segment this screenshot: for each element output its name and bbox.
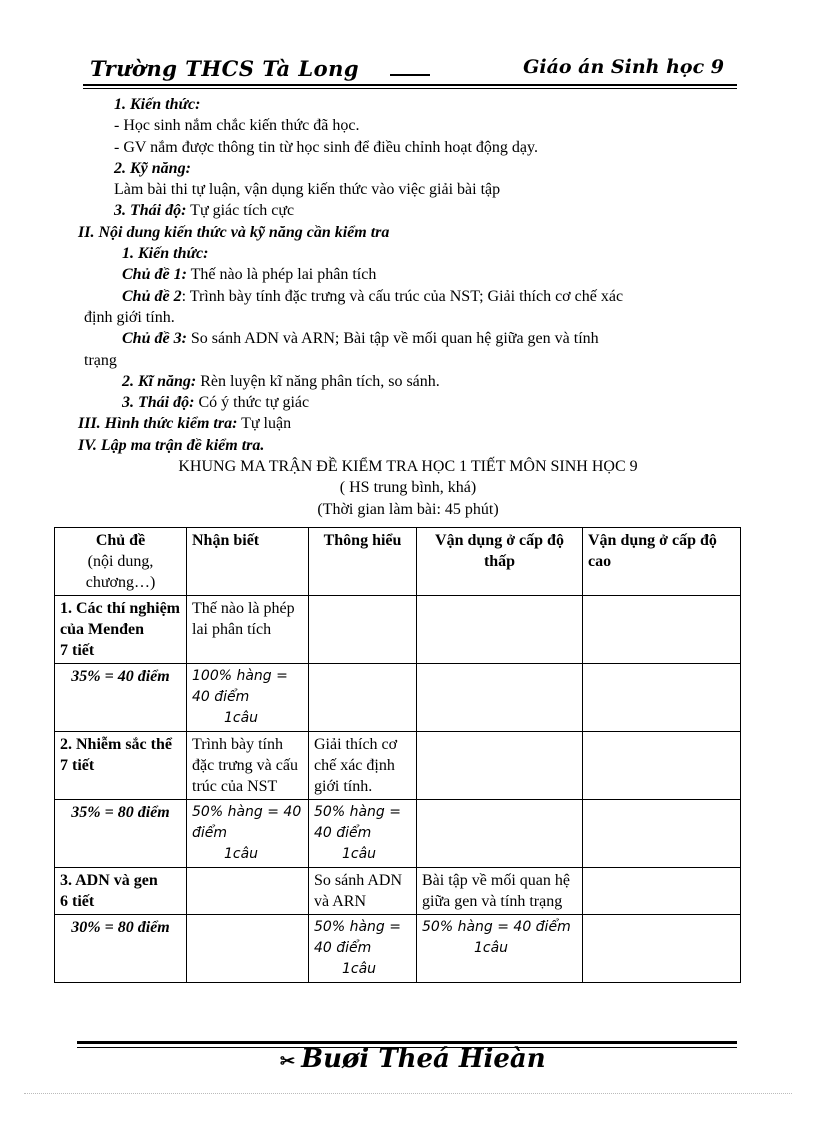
table-cell [187,664,309,732]
matrix-title: KHUNG MA TRẬN ĐỀ KIỂM TRA HỌC 1 TIẾT MÔN SINH HỌC 9 [178,458,638,476]
percent-cell: 35% = 40 điểm [55,664,187,732]
document-body [78,94,738,520]
cell-questions: 1câu [474,940,509,956]
header-cell [55,528,187,596]
cell-questions: 1câu [224,710,259,726]
text-line: Làm bài thi tự luận, vận dụng kiến thức vào việc giải bài tập [114,181,501,199]
table-cell [309,664,417,732]
table-cell [583,868,741,915]
table-cell [417,664,583,732]
cell-percent: 50% hàng = 40 điểm [422,919,571,935]
table-cell [583,800,741,868]
label: Chủ đề 2 [122,287,182,305]
section-heading-iv: IV. Lập ma trận đề kiểm tra. [78,436,265,454]
table-cell [417,915,583,983]
text-line [78,392,738,413]
topic-lessons: 7 tiết [60,757,95,774]
label: III. Hình thức kiểm tra: [78,415,238,433]
header-sublabel: (nội dung, chương…) [85,553,156,591]
header-rule [83,84,737,86]
text-line [78,286,738,307]
label: Chủ đề 3: [122,330,187,348]
topic-name: 2. Nhiễm sắc thể [60,736,172,753]
text-line [78,371,738,392]
text: So sánh ADN và ARN; Bài tập về mối quan hệ giữa gen và tính [186,330,599,348]
text-line [78,328,738,349]
table-cell: So sánh ADN và ARN [309,868,417,915]
topic-cell [55,596,187,664]
label: 3. Thái độ: [122,394,195,412]
table-row [55,596,741,664]
table-cell [309,915,417,983]
text: Thế nào là phép lai phân tích [186,266,377,284]
topic-name: 1. Các thí nghiệm của Menđen [60,600,180,638]
table-cell [187,915,309,983]
topic-cell [55,868,187,915]
topic-name: 3. ADN và gen [60,872,158,889]
header-cell: Vận dụng ở cấp độ cao [583,528,741,596]
text: Có ý thức tự giác [194,394,310,412]
text-line: - Học sinh nắm chắc kiến thức đã học. [114,117,360,135]
table-cell [417,732,583,800]
table-cell [417,596,583,664]
header-rule-thin [83,88,737,89]
cell-percent: 50% hàng = 40 điểm [314,919,401,956]
text-line [78,200,738,221]
matrix-subtitle: ( HS trung bình, khá) [339,479,477,497]
text-line [78,264,738,285]
section-knowledge: 1. Kiến thức: [114,96,201,113]
test-matrix-table [54,527,741,983]
table-header-row [55,528,741,596]
table-row [55,915,741,983]
page-edge-rule [24,1093,792,1094]
label: 2. Kĩ năng: [122,372,197,390]
scissors-icon: ✂ [280,1051,296,1072]
section-heading-ii: II. Nội dung kiến thức và kỹ năng cần kiểm tra [78,223,390,241]
cell-percent: 100% hàng = 40 điểm [192,668,288,705]
header-cell: Nhận biết [187,528,309,596]
subheading: 1. Kiến thức: [122,245,209,263]
table-cell [583,915,741,983]
page-header [90,54,730,84]
cell-percent: 50% hàng = 40 điểm [192,804,302,841]
label: 3. Thái độ: [114,202,187,220]
school-name: Trường THCS Tà Long [90,56,360,81]
table-row [55,868,741,915]
cell-percent: 50% hàng = 40 điểm [314,804,401,841]
document-title: Giáo án Sinh học 9 [523,56,724,78]
header-divider [390,54,430,76]
percent-cell: 30% = 80 điểm [55,915,187,983]
section-skills: 2. Kỹ năng: [114,159,191,177]
table-cell [583,732,741,800]
text: : Trình bày tính đặc trưng và cấu trúc của NST; Giải thích cơ chế xác [181,287,624,305]
text-line: trạng [84,351,117,369]
label: Chủ đề 1: [122,266,187,284]
table-cell [187,868,309,915]
table-row [55,732,741,800]
table-row [55,800,741,868]
topic-lessons: 7 tiết [60,642,95,659]
table-cell [583,664,741,732]
cell-questions: 1câu [342,961,377,977]
text: Tự luận [237,415,292,433]
percent-cell: 35% = 80 điểm [55,800,187,868]
table-cell: Thế nào là phép lai phân tích [187,596,309,664]
table-cell [309,800,417,868]
cell-questions: 1câu [342,846,377,862]
table-cell [309,596,417,664]
header-cell: Vận dụng ở cấp độ thấp [417,528,583,596]
header-label: Chủ đề [95,532,146,549]
author-name: Buøi Theá Hieàn [301,1044,546,1074]
text: Rèn luyện kĩ năng phân tích, so sánh. [196,372,440,390]
text-line: - GV nắm được thông tin từ học sinh để điều chỉnh hoạt động dạy. [114,138,538,156]
table-cell [187,800,309,868]
table-cell: Giải thích cơ chế xác định giới tính. [309,732,417,800]
table-cell: Trình bày tính đặc trưng và cấu trúc của NST [187,732,309,800]
page-footer [280,1044,546,1074]
text-line: định giới tính. [84,308,175,326]
topic-lessons: 6 tiết [60,893,95,910]
table-cell [583,596,741,664]
topic-cell [55,732,187,800]
table-row [55,664,741,732]
text: Tự giác tích cực [186,202,295,220]
header-cell: Thông hiểu [309,528,417,596]
text-line [78,413,738,434]
table-cell: Bài tập về mối quan hệ giữa gen và tính trạng [417,868,583,915]
matrix-time: (Thời gian làm bài: 45 phút) [317,500,499,518]
cell-questions: 1câu [224,846,259,862]
table-cell [417,800,583,868]
